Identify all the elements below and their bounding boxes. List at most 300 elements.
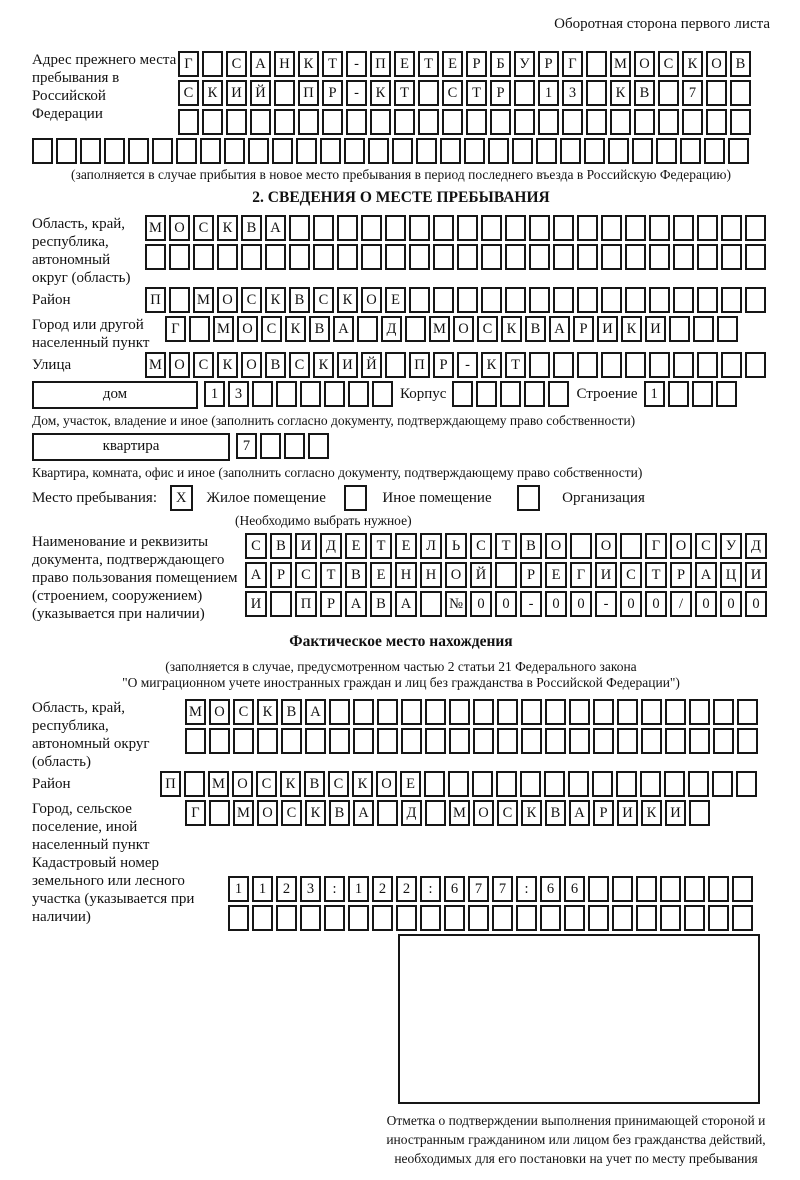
- char-box: [564, 905, 585, 931]
- char-box: 0: [495, 591, 517, 617]
- char-box: К: [202, 80, 223, 106]
- char-box: [409, 215, 430, 241]
- char-box: [529, 352, 550, 378]
- char-box: [529, 215, 550, 241]
- char-box: [680, 138, 701, 164]
- char-box: [176, 138, 197, 164]
- char-box: [228, 905, 249, 931]
- stay-option-checkbox-inoe: [344, 485, 367, 511]
- char-box: Е: [370, 562, 392, 588]
- char-box: [693, 316, 714, 342]
- char-box: [560, 138, 581, 164]
- stay-type-block: [32, 485, 770, 511]
- prev-address-label: Адрес прежнего места пребывания в Российской Федерации: [32, 52, 177, 122]
- char-box: К: [641, 800, 662, 826]
- char-box: [145, 244, 166, 270]
- char-box: [348, 381, 369, 407]
- char-box: [668, 381, 689, 407]
- char-box: В: [525, 316, 546, 342]
- char-box: [324, 381, 345, 407]
- char-box: [713, 699, 734, 725]
- char-box: П: [160, 771, 181, 797]
- char-box: [649, 287, 670, 313]
- char-box: 1: [348, 876, 369, 902]
- street-block: [32, 352, 770, 381]
- char-box: [272, 138, 293, 164]
- char-box: О: [376, 771, 397, 797]
- char-box: С: [658, 51, 679, 77]
- char-box: [370, 109, 391, 135]
- char-box: Т: [394, 80, 415, 106]
- char-box: А: [345, 591, 367, 617]
- stay-option-label-org: Организация: [562, 490, 645, 506]
- char-box: И: [245, 591, 267, 617]
- char-box: Н: [274, 51, 295, 77]
- char-box: [152, 138, 173, 164]
- char-box: [658, 109, 679, 135]
- char-box: Д: [320, 533, 342, 559]
- fact-note-2: "О миграционном учете иностранных граждан и лиц без гражданства в Российской Федерации"): [122, 675, 680, 690]
- char-box: А: [245, 562, 267, 588]
- char-box: [514, 109, 535, 135]
- char-box: [344, 138, 365, 164]
- apartment-number-row: [236, 438, 332, 454]
- char-box: [284, 433, 305, 459]
- char-box: В: [345, 562, 367, 588]
- char-box: [32, 138, 53, 164]
- char-box: [184, 771, 205, 797]
- char-box: У: [514, 51, 535, 77]
- char-box: С: [497, 800, 518, 826]
- char-box: 3: [228, 381, 249, 407]
- char-box: [601, 287, 622, 313]
- char-box: С: [178, 80, 199, 106]
- char-box: [488, 138, 509, 164]
- char-box: М: [208, 771, 229, 797]
- char-box: К: [217, 215, 238, 241]
- cadastre-block: [32, 854, 770, 934]
- char-box: К: [257, 699, 278, 725]
- char-box: 7: [236, 433, 257, 459]
- char-box: [617, 728, 638, 754]
- char-box: [721, 352, 742, 378]
- char-box: О: [257, 800, 278, 826]
- char-box: [473, 699, 494, 725]
- char-box: 0: [620, 591, 642, 617]
- char-box: [377, 800, 398, 826]
- stay-type-note: (Необходимо выбрать нужное): [235, 513, 412, 528]
- stay-type-label: Место пребывания:: [32, 490, 157, 506]
- prev-address-block: [32, 51, 770, 138]
- char-box: А: [695, 562, 717, 588]
- char-box: [736, 771, 757, 797]
- char-box: Т: [322, 51, 343, 77]
- char-box: [385, 352, 406, 378]
- char-box: [420, 591, 442, 617]
- char-box: [274, 80, 295, 106]
- fact-title: Фактическое место нахождения: [289, 633, 513, 650]
- char-box: Р: [490, 80, 511, 106]
- street-label: Улица: [32, 357, 72, 373]
- char-box: [673, 352, 694, 378]
- char-box: Е: [442, 51, 463, 77]
- char-box: [712, 771, 733, 797]
- cadastre-row-2: [228, 905, 756, 931]
- char-box: [320, 138, 341, 164]
- char-box: [457, 244, 478, 270]
- char-box: [472, 771, 493, 797]
- prev-address-grid: [178, 51, 754, 138]
- char-box: С: [477, 316, 498, 342]
- char-box: Д: [745, 533, 767, 559]
- char-box: П: [298, 80, 319, 106]
- char-box: [682, 109, 703, 135]
- char-box: [697, 352, 718, 378]
- char-box: М: [185, 699, 206, 725]
- char-box: К: [501, 316, 522, 342]
- char-box: С: [620, 562, 642, 588]
- char-box: [353, 728, 374, 754]
- char-box: Т: [466, 80, 487, 106]
- char-box: [641, 699, 662, 725]
- char-box: 0: [545, 591, 567, 617]
- char-box: [226, 109, 247, 135]
- char-box: [497, 699, 518, 725]
- char-box: -: [520, 591, 542, 617]
- char-box: Б: [490, 51, 511, 77]
- stamp-caption: Отметка о подтверждении выполнения принимающей стороной и иностранным гражданином или лицом без гражданства действий, необходимых для его постановки на учет по месту пребывания: [386, 1113, 766, 1166]
- char-box: [616, 771, 637, 797]
- char-box: [673, 287, 694, 313]
- char-box: [490, 109, 511, 135]
- fact-region-grid: [185, 699, 761, 757]
- char-box: О: [634, 51, 655, 77]
- char-box: [538, 109, 559, 135]
- char-box: Р: [573, 316, 594, 342]
- char-box: В: [520, 533, 542, 559]
- document-row-3: [245, 591, 770, 617]
- char-box: [745, 244, 766, 270]
- char-box: [505, 287, 526, 313]
- char-box: Г: [178, 51, 199, 77]
- char-box: М: [610, 51, 631, 77]
- char-box: В: [730, 51, 751, 77]
- char-box: [732, 876, 753, 902]
- char-box: О: [209, 699, 230, 725]
- char-box: [368, 138, 389, 164]
- char-box: [217, 244, 238, 270]
- district-label: Район: [32, 292, 71, 308]
- house-note: Дом, участок, владение и иное (заполнить согласно документу, подтверждающему право собственности): [32, 413, 636, 428]
- city-row: [165, 316, 741, 342]
- char-box: Р: [433, 352, 454, 378]
- char-box: [588, 876, 609, 902]
- char-box: [178, 109, 199, 135]
- char-box: Е: [395, 533, 417, 559]
- char-box: [276, 905, 297, 931]
- char-box: М: [145, 352, 166, 378]
- char-box: [632, 138, 653, 164]
- stroenie-label: Строение: [576, 386, 638, 402]
- korpus-row: [452, 386, 572, 402]
- fact-region-row-1: [185, 699, 761, 725]
- char-box: [396, 905, 417, 931]
- char-box: [640, 771, 661, 797]
- corner-note: Оборотная сторона первого листа: [554, 16, 770, 32]
- char-box: И: [665, 800, 686, 826]
- char-box: [202, 109, 223, 135]
- char-box: Г: [165, 316, 186, 342]
- char-box: [745, 352, 766, 378]
- char-box: [562, 109, 583, 135]
- char-box: И: [645, 316, 666, 342]
- char-box: [625, 287, 646, 313]
- char-box: [481, 215, 502, 241]
- char-box: К: [481, 352, 502, 378]
- char-box: П: [145, 287, 166, 313]
- korpus-label: Корпус: [400, 386, 447, 402]
- char-box: О: [595, 533, 617, 559]
- char-box: [697, 287, 718, 313]
- char-box: [673, 215, 694, 241]
- char-box: К: [305, 800, 326, 826]
- char-box: А: [353, 800, 374, 826]
- char-box: [577, 352, 598, 378]
- char-box: [324, 905, 345, 931]
- char-box: [466, 109, 487, 135]
- char-box: :: [420, 876, 441, 902]
- char-box: Л: [420, 533, 442, 559]
- stay-option-checkbox-zhiloe: X: [170, 485, 193, 511]
- char-box: :: [516, 876, 537, 902]
- char-box: [658, 80, 679, 106]
- stamp-box: [398, 934, 760, 1104]
- char-box: [732, 905, 753, 931]
- char-box: [169, 287, 190, 313]
- char-box: [636, 876, 657, 902]
- char-box: С: [241, 287, 262, 313]
- char-box: [708, 876, 729, 902]
- char-box: [636, 905, 657, 931]
- fact-region-block: [32, 699, 770, 771]
- char-box: 1: [228, 876, 249, 902]
- char-box: К: [313, 352, 334, 378]
- char-box: Й: [250, 80, 271, 106]
- char-box: В: [634, 80, 655, 106]
- house-number-row: [204, 386, 396, 402]
- prev-address-row-1: [178, 51, 754, 77]
- char-box: [385, 244, 406, 270]
- char-box: [394, 109, 415, 135]
- char-box: [737, 699, 758, 725]
- char-box: 1: [538, 80, 559, 106]
- char-box: [717, 316, 738, 342]
- char-box: №: [445, 591, 467, 617]
- char-box: Т: [645, 562, 667, 588]
- char-box: Й: [361, 352, 382, 378]
- char-box: [617, 699, 638, 725]
- char-box: [252, 905, 273, 931]
- char-box: 7: [492, 876, 513, 902]
- char-box: 2: [372, 876, 393, 902]
- char-box: С: [289, 352, 310, 378]
- char-box: [520, 771, 541, 797]
- section2-title: 2. СВЕДЕНИЯ О МЕСТЕ ПРЕБЫВАНИЯ: [252, 189, 550, 206]
- char-box: [536, 138, 557, 164]
- document-row-2: [245, 562, 770, 588]
- char-box: [514, 80, 535, 106]
- char-box: [721, 215, 742, 241]
- apartment-block: [32, 433, 770, 463]
- char-box: [577, 287, 598, 313]
- char-box: [385, 215, 406, 241]
- char-box: 7: [468, 876, 489, 902]
- char-box: [233, 728, 254, 754]
- char-box: [570, 533, 592, 559]
- char-box: К: [621, 316, 642, 342]
- char-box: [697, 244, 718, 270]
- char-box: [193, 244, 214, 270]
- char-box: [298, 109, 319, 135]
- char-box: Е: [394, 51, 415, 77]
- char-box: П: [409, 352, 430, 378]
- char-box: М: [145, 215, 166, 241]
- char-box: [270, 591, 292, 617]
- char-box: [688, 771, 709, 797]
- char-box: [569, 728, 590, 754]
- char-box: А: [549, 316, 570, 342]
- char-box: И: [226, 80, 247, 106]
- char-box: [440, 138, 461, 164]
- apartment-note: Квартира, комната, офис и иное (заполнить согласно документу, подтверждающему право собственности): [32, 465, 643, 480]
- char-box: [612, 876, 633, 902]
- char-box: И: [337, 352, 358, 378]
- char-box: [660, 876, 681, 902]
- char-box: А: [395, 591, 417, 617]
- char-box: [601, 352, 622, 378]
- char-box: О: [545, 533, 567, 559]
- char-box: 3: [300, 876, 321, 902]
- char-box: [713, 728, 734, 754]
- char-box: С: [261, 316, 282, 342]
- apartment-box-label: квартира: [32, 433, 230, 461]
- char-box: [425, 699, 446, 725]
- char-box: [521, 728, 542, 754]
- char-box: Р: [670, 562, 692, 588]
- char-box: К: [682, 51, 703, 77]
- prev-address-row-4: [32, 138, 770, 164]
- district-block: [32, 287, 770, 316]
- char-box: М: [213, 316, 234, 342]
- char-box: [337, 244, 358, 270]
- fact-city-label: Город, сельское поселение, иной населенный пункт: [32, 801, 150, 853]
- char-box: Р: [538, 51, 559, 77]
- char-box: -: [346, 80, 367, 106]
- char-box: [56, 138, 77, 164]
- char-box: [665, 728, 686, 754]
- char-box: Д: [401, 800, 422, 826]
- char-box: [189, 316, 210, 342]
- char-box: [377, 699, 398, 725]
- char-box: [586, 80, 607, 106]
- char-box: [416, 138, 437, 164]
- char-box: [433, 287, 454, 313]
- char-box: /: [670, 591, 692, 617]
- char-box: В: [241, 215, 262, 241]
- char-box: [588, 905, 609, 931]
- char-box: У: [720, 533, 742, 559]
- char-box: С: [245, 533, 267, 559]
- char-box: [728, 138, 749, 164]
- char-box: [202, 51, 223, 77]
- char-box: О: [445, 562, 467, 588]
- char-box: Е: [545, 562, 567, 588]
- char-box: С: [442, 80, 463, 106]
- char-box: В: [545, 800, 566, 826]
- char-box: [684, 905, 705, 931]
- fact-note-1: (заполняется в случае, предусмотренном частью 2 статьи 21 Федерального закона: [165, 659, 637, 674]
- char-box: И: [295, 533, 317, 559]
- char-box: [481, 287, 502, 313]
- char-box: О: [473, 800, 494, 826]
- char-box: [418, 80, 439, 106]
- char-box: Т: [370, 533, 392, 559]
- char-box: О: [706, 51, 727, 77]
- char-box: [401, 728, 422, 754]
- char-box: [444, 905, 465, 931]
- char-box: [449, 699, 470, 725]
- char-box: М: [429, 316, 450, 342]
- char-box: [497, 728, 518, 754]
- char-box: [496, 771, 517, 797]
- char-box: [553, 287, 574, 313]
- char-box: [424, 771, 445, 797]
- char-box: [608, 138, 629, 164]
- char-box: [433, 244, 454, 270]
- char-box: [500, 381, 521, 407]
- char-box: [524, 381, 545, 407]
- char-box: Й: [470, 562, 492, 588]
- char-box: [516, 905, 537, 931]
- char-box: К: [298, 51, 319, 77]
- char-box: К: [265, 287, 286, 313]
- char-box: [169, 244, 190, 270]
- char-box: 3: [562, 80, 583, 106]
- char-box: Р: [466, 51, 487, 77]
- char-box: М: [233, 800, 254, 826]
- char-box: [425, 728, 446, 754]
- char-box: [420, 905, 441, 931]
- char-box: Т: [320, 562, 342, 588]
- char-box: [697, 215, 718, 241]
- char-box: С: [281, 800, 302, 826]
- char-box: [361, 215, 382, 241]
- char-box: [476, 381, 497, 407]
- char-box: [745, 287, 766, 313]
- char-box: [730, 80, 751, 106]
- char-box: [468, 905, 489, 931]
- char-box: Д: [381, 316, 402, 342]
- char-box: С: [233, 699, 254, 725]
- char-box: В: [281, 699, 302, 725]
- char-box: -: [457, 352, 478, 378]
- char-box: 2: [276, 876, 297, 902]
- char-box: [392, 138, 413, 164]
- fact-district-row: [160, 771, 760, 797]
- prev-address-note: (заполняется в случае прибытия в новое место пребывания в период последнего въезда в Российскую Федерацию): [70, 167, 732, 182]
- char-box: 2: [396, 876, 417, 902]
- char-box: [706, 80, 727, 106]
